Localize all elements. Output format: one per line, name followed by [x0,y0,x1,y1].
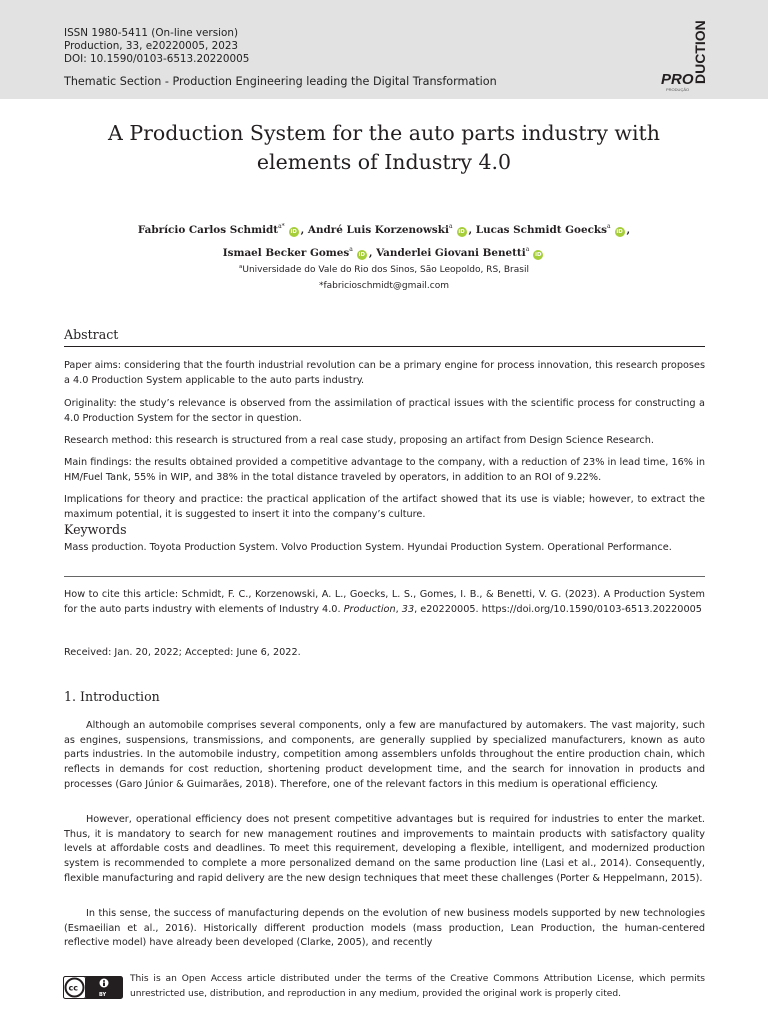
logo-subtext: PRODUÇÃO [666,87,690,92]
citation-volume: 33 [401,603,415,615]
author-name: Fabrício Carlos Schmidt [137,224,279,236]
orcid-icon[interactable]: iD [616,229,623,235]
author-affil-sup: a [525,246,530,253]
intro-paragraph-2: However, operational efficiency does not present competitive advantages but is required for industries to enter the market. Thus, it is mandatory to search for new management routines and improvements to maintain products with satisfactory quality levels at affordable costs and deadlines. To meet this requirement, developing a flexible, intelligent, and modernized production system is recommended to complete a more personalized demand on the same production line (Lasi et al., 2014). Consequently, flexible manufacturing and rapid delivery are the new design techniques that meet these challenges (Porter & Heppelmann, 2015). [64,814,705,884]
abstract-originality: Originality: the study’s relevance is observed from the assimilation of practical issues with the scientific process for constructing a 4.0 Production System for the sector in question. [64,398,705,424]
author-list [40,217,728,263]
license-notice: This is an Open Access article distributed under the terms of the Creative Commons Attribution License, which permits unrestricted use, distribution, and reproduction in any medium, provided the original work is properly cited. [130,974,705,999]
citation-journal: Production [343,603,396,615]
received-dates: Received: Jan. 20, 2022; Accepted: June 6, 2022. [64,647,301,658]
by-icon: BY [99,992,107,998]
author-name: Lucas Schmidt Goecks [475,224,607,236]
orcid-icon[interactable]: iD [358,252,365,258]
affiliation-block [40,259,728,294]
keywords-heading: Keywords [64,522,127,537]
orcid-icon[interactable]: iD [458,229,465,235]
affiliation-sup: a [239,264,243,270]
article-title [40,119,728,177]
journal-meta [64,27,249,66]
author-separator: , [368,247,373,259]
citation-block [64,588,705,617]
orcid-icon[interactable]: iD [290,229,297,235]
volume-line: Production, 33, e20220005, 2023 [64,40,239,52]
corresponding-email[interactable]: *fabricioschmidt@gmail.com [319,281,449,291]
author-name: Ismael Becker Gomes [222,247,350,259]
citation-text: How to cite this article: Schmidt, F. C., Korzenowski, A. L., Goecks, L. S., Gomes, I. B., & Benetti, V. G. (2023). A Production System for the auto parts industry with elements of Industry 4.0. [64,589,705,615]
author-line-1 [40,217,728,240]
journal-header [0,0,768,99]
doi-line[interactable]: DOI: 10.1590/0103-6513.20220005 [64,53,250,65]
introduction-heading: 1. Introduction [64,689,160,704]
citation-doi[interactable]: , e20220005. https://doi.org/10.1590/0103-6513.20220005 [414,603,702,615]
citation-separator: , [395,603,399,615]
intro-paragraph-3: In this sense, the success of manufacturing depends on the evolution of new business models supported by new technologies (Esmaeilian et al., 2016). Historically different production models (mass production, Lean Production, the human-centered reflective model) have already been developed (Clarke, 2005), and recently [64,908,705,949]
author-affil-sup: a [448,223,453,230]
keywords-rule [64,576,705,577]
affiliation [40,259,728,278]
abstract-method: Research method: this research is structured from a real case study, proposing an artifact from Design Science Research. [64,435,654,446]
author-separator: , [300,224,305,236]
title-line-2: elements of Industry 4.0 [256,150,512,174]
author-separator: , [626,224,631,236]
cc-by-badge[interactable] [63,976,123,999]
abstract-heading: Abstract [64,327,119,342]
author-affil-sup: a [349,246,353,253]
keywords-text: Mass production. Toyota Production System. Volvo Production System. Hyundai Production System. Operational Performance. [64,542,672,553]
intro-paragraph-1: Although an automobile comprises several components, only a few are manufactured by automakers. The vast majority, such as engines, suspensions, transmissions, and components, are generally supplied by specialized manufacturers, known as auto parts industries. In the automobile industry, competition among assemblers unfolds throughout the entire production chain, which reflects in demands for cost reduction, shortening product development time, and the search for innovation in products and processes (Garo Júnior & Guimarães, 2018). Therefore, one of the relevant factors in this medium is operational efficiency. [64,720,705,790]
author-name: André Luis Korzenowski [307,224,449,236]
logo-text-duction: DUCTION [692,20,708,84]
author-name: Vanderlei Giovani Benetti [376,247,526,259]
thematic-section: Thematic Section - Production Engineering leading the Digital Transformation [64,75,497,88]
abstract-implications: Implications for theory and practice: the practical application of the artifact showed that its use is viable; however, to extract the maximum potential, it is suggested to insert it into the company’s culture. [64,494,705,520]
abstract-findings: Main findings: the results obtained provided a competitive advantage to the company, with a reduction of 23% in lead time, 16% in HM/Fuel Tank, 55% in WIP, and 38% in the total distance traveled by operators, in addition to an ROI of 9.22%. [64,457,705,483]
orcid-icon[interactable]: iD [535,252,542,258]
logo-text-pro: PRO [661,71,694,88]
production-logo [648,14,708,94]
abstract-rule [64,346,705,347]
author-affil-sup: a [606,223,611,230]
author-affil-sup: a* [278,223,285,230]
abstract-aims: Paper aims: considering that the fourth industrial revolution can be a primary engine for process innovation, this research proposes a 4.0 Production System applicable to the auto parts industry. [64,360,705,386]
author-separator: , [468,224,473,236]
title-line-1: A Production System for the auto parts industry with [108,121,660,145]
issn-line: ISSN 1980-5411 (On-line version) [64,27,239,39]
cc-icon: cc [68,983,78,993]
affiliation-text: Universidade do Vale do Rio dos Sinos, São Leopoldo, RS, Brasil [242,265,529,275]
